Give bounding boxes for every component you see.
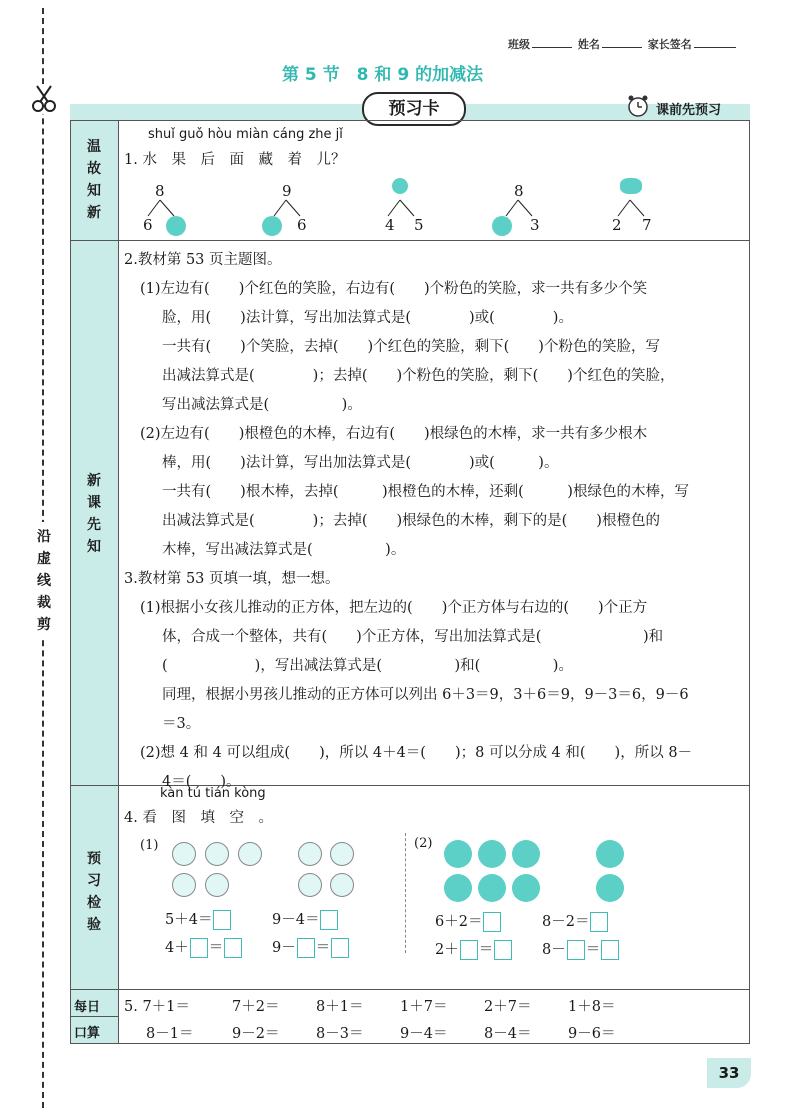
answer-box[interactable]	[567, 940, 585, 960]
name-label: 姓名	[577, 38, 600, 51]
bond-top: 9	[282, 182, 292, 200]
page-number: 33	[707, 1058, 751, 1088]
row-divider	[70, 989, 750, 990]
bond-left: 4	[385, 216, 395, 234]
ball-icon	[444, 840, 472, 868]
soccer-ball-icon	[205, 873, 229, 897]
equation	[542, 910, 609, 932]
equation	[435, 910, 502, 932]
q2-line: 一共有( )个笑脸，去掉( )个红色的笑脸，剩下( )个粉色的笑脸，写	[162, 339, 660, 355]
row-divider	[70, 240, 750, 241]
answer-box[interactable]	[190, 938, 208, 958]
mental-math-item: 1＋7＝	[400, 999, 448, 1015]
column-divider	[118, 120, 119, 1044]
parent-sign-label: 家长签名	[647, 38, 692, 51]
q2-line: 脸，用( )法计算，写出加法算式是( )或( )。	[162, 310, 573, 326]
equation-text: ＝	[585, 942, 601, 958]
bond-left: 6	[143, 216, 153, 234]
section-label-daily-2: 口算	[74, 1026, 101, 1041]
cut-instruction: 沿 虚 线 裁 剪	[36, 522, 52, 640]
equation-text: 8－	[542, 942, 566, 958]
alarm-clock-icon	[626, 94, 650, 118]
ball-icon	[512, 874, 540, 902]
mental-math-item: 7＋2＝	[232, 999, 280, 1015]
row-divider	[70, 1016, 118, 1017]
q3-line: ＝3。	[162, 716, 201, 732]
q3-line: 4＝( )。	[162, 774, 241, 790]
answer-box[interactable]	[601, 940, 619, 960]
parent-sign-field[interactable]	[694, 47, 736, 48]
soccer-ball-icon	[238, 842, 262, 866]
answer-box[interactable]	[590, 912, 608, 932]
ball-icon	[444, 874, 472, 902]
q1-text: 1. 水 果 后 面 藏 着 儿？	[124, 152, 346, 168]
answer-box[interactable]	[460, 940, 478, 960]
answer-box[interactable]	[331, 938, 349, 958]
bond-left: 2	[612, 216, 622, 234]
student-info-fields	[508, 36, 736, 52]
bond-lines	[610, 198, 660, 218]
part2-label: (2)	[414, 836, 433, 851]
answer-box[interactable]	[494, 940, 512, 960]
mental-math-item: 2＋7＝	[484, 999, 532, 1015]
mental-math-item: 8＋1＝	[316, 999, 364, 1015]
card-title: 预习卡	[362, 92, 466, 126]
class-label: 班级	[508, 38, 530, 51]
grape-icon	[620, 178, 642, 194]
q2-line: 写出减法算式是( )。	[162, 397, 362, 413]
bond-lines	[380, 198, 430, 218]
equation-text: 5＋4＝	[165, 912, 213, 928]
part1-label: (1)	[140, 838, 159, 853]
pear-icon	[392, 178, 408, 194]
q4-pinyin: kàn tú tián kòng	[160, 786, 266, 801]
q1-pinyin: shuǐ guǒ hòu miàn cáng zhe jǐ	[148, 127, 343, 142]
mental-math-item: 8－4＝	[484, 1026, 532, 1042]
bond-lines	[266, 198, 316, 218]
mental-math-item: 9－2＝	[232, 1026, 280, 1042]
section-label-new: 新 课 先 知	[87, 473, 101, 555]
soccer-ball-icon	[172, 873, 196, 897]
equation-text: 4＋	[165, 940, 189, 956]
mental-math-item: 9－4＝	[400, 1026, 448, 1042]
q2-line: 2.教材第 53 页主题图。	[124, 252, 282, 268]
tomato-icon	[492, 216, 512, 236]
section-label-daily-1: 每日	[74, 1000, 101, 1015]
scissors-icon	[29, 84, 59, 114]
q2-line: 木棒，写出减法算式是( )。	[162, 542, 406, 558]
mental-math-item: 8－1＝	[146, 1026, 194, 1042]
bond-right: 6	[297, 216, 307, 234]
answer-box[interactable]	[320, 910, 338, 930]
bond-top: 8	[514, 182, 524, 200]
mental-math-item: 5. 7＋1＝	[124, 999, 190, 1015]
answer-box[interactable]	[297, 938, 315, 958]
ball-icon	[596, 874, 624, 902]
equation	[165, 936, 243, 958]
ball-icon	[596, 840, 624, 868]
section-title: 第 5 节 8 和 9 的加减法	[282, 65, 484, 85]
soccer-ball-icon	[298, 842, 322, 866]
ball-icon	[478, 874, 506, 902]
section-label-check: 预 习 检 验	[87, 851, 101, 933]
equation-text: 6＋2＝	[435, 914, 483, 930]
equation-text: 8－2＝	[542, 914, 590, 930]
answer-box[interactable]	[213, 910, 231, 930]
q3-line: (2)想 4 和 4 可以组成( )，所以 4＋4＝( )；8 可以分成 4 和( )，所以 8－	[140, 745, 693, 761]
soccer-ball-icon	[330, 842, 354, 866]
q2-line: (1)左边有( )个红色的笑脸，右边有( )个粉色的笑脸，求一共有多少个笑	[140, 281, 648, 297]
q2-line: 出减法算式是( )；去掉( )个粉色的笑脸，剩下( )个红色的笑脸，	[162, 368, 675, 384]
bond-right: 7	[642, 216, 652, 234]
bond-right: 5	[414, 216, 424, 234]
q2-line: 棒，用( )法计算，写出加法算式是( )或( )。	[162, 455, 559, 471]
mental-math-item: 8－3＝	[316, 1026, 364, 1042]
soccer-ball-icon	[205, 842, 229, 866]
mental-math-item: 1＋8＝	[568, 999, 616, 1015]
q3-line: 同理，根据小男孩儿推动的正方体可以列出 6＋3＝9，3＋6＝9，9－3＝6，9－6	[162, 687, 689, 703]
q2-line: 一共有( )根木棒，去掉( )根橙色的木棒，还剩( )根绿色的木棒，写	[162, 484, 689, 500]
equation	[272, 936, 350, 958]
equation	[272, 908, 339, 930]
equation-text: ＝	[315, 940, 331, 956]
equation-text: ＝	[208, 940, 224, 956]
q4-text: 4. 看 图 填 空 。	[124, 810, 273, 826]
answer-box[interactable]	[483, 912, 501, 932]
answer-box[interactable]	[224, 938, 242, 958]
q3-line: (1)根据小女孩儿推动的正方体，把左边的( )个正方体与右边的( )个正方	[140, 600, 648, 616]
soccer-ball-icon	[330, 873, 354, 897]
bond-top: 8	[155, 182, 165, 200]
equation	[435, 938, 513, 960]
peach-icon	[262, 216, 282, 236]
soccer-ball-icon	[172, 842, 196, 866]
bond-right: 3	[530, 216, 540, 234]
q3-line: 体，合成一个整体，共有( )个正方体，写出加法算式是( )和	[162, 629, 664, 645]
ball-icon	[478, 840, 506, 868]
equation-text: 9－4＝	[272, 912, 320, 928]
equation-text: 2＋	[435, 942, 459, 958]
equation-text: ＝	[478, 942, 494, 958]
q2-line: (2)左边有( )根橙色的木棒，右边有( )根绿色的木棒，求一共有多少根木	[140, 426, 648, 442]
preview-label: 课前先预习	[656, 103, 722, 118]
apple-icon	[166, 216, 186, 236]
soccer-ball-icon	[298, 873, 322, 897]
equation-text: 9－	[272, 940, 296, 956]
bond-lines	[498, 198, 548, 218]
section-label-review: 温 故 知 新	[87, 139, 101, 221]
mental-math-item: 9－6＝	[568, 1026, 616, 1042]
equation	[542, 938, 620, 960]
ball-icon	[512, 840, 540, 868]
name-field[interactable]	[602, 47, 642, 48]
q2-line: 出减法算式是( )；去掉( )根绿色的木棒，剩下的是( )根橙色的	[162, 513, 660, 529]
equation	[165, 908, 232, 930]
bond-lines	[140, 198, 190, 218]
q3-line: ( )，写出减法算式是( )和( )。	[162, 658, 573, 674]
class-field[interactable]	[532, 47, 572, 48]
q3-line: 3.教材第 53 页填一填，想一想。	[124, 571, 340, 587]
part-divider	[405, 833, 406, 953]
